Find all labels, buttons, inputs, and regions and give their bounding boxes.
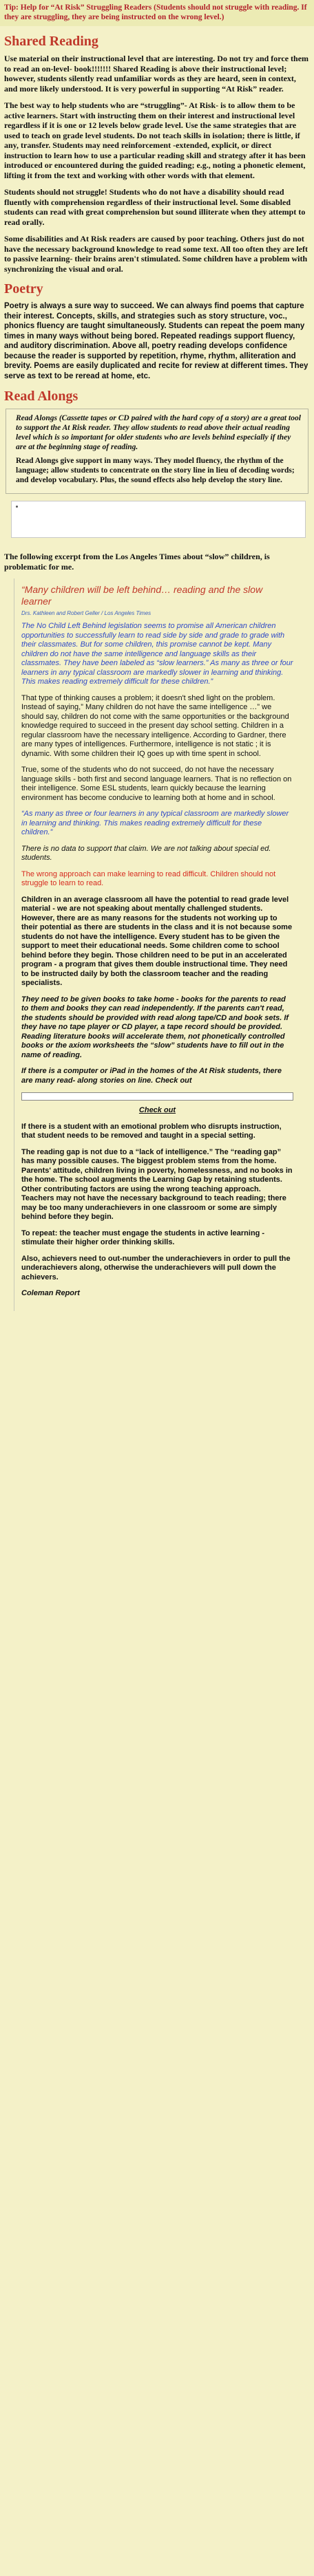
poetry-p1: Poetry is always a sure way to succeed. We can always find poems that capture their interest. Concepts, skills, and strategies such as story structure, voc., phonics fluency are taught simultaneously. Students can repeat the poem many times in many ways without being bored. Repeated readings support fluency, and auditory discrimination. Above all, poetry reading develops confidence because the reader is supported by repetition, rhyme, rhythm, alliteration and brevity. Poems are easily duplicated and recite for review at different times. They serve as text to be reread at home, etc.: [4, 302, 308, 380]
read-alongs-heading: Read Alongs: [4, 389, 78, 404]
shared-reading-heading: Shared Reading: [4, 34, 98, 49]
bullet-icon: [16, 506, 18, 508]
excerpt-frame: [14, 578, 300, 1311]
excerpt-s8: They need to be given books to take home - books for the parents to read to them and books they can read independently. If the parents can't read, the students should be provided with read along tape/CD and book sets. If they have no tape player or CD player, a tape record should be provided. Reading literature books will accelerate them, not phonetically controlled books or the axiom worksheets the “slow” students have to fill out in the name of reading.: [21, 995, 289, 1059]
excerpt-s10: If there is a student with an emotional problem who disrupts instruction, that student needs to be removed and taught in a special setting.: [21, 1122, 282, 1140]
excerpt-byline: Drs. Kathleen and Robert Geller / Los Angeles Times: [21, 610, 151, 616]
check-out-link[interactable]: Check out: [138, 1106, 176, 1114]
tip-banner: Tip: Help for “At Risk” Struggling Readers (Students should not struggle with reading. If they are struggling, they are being instructed on the wrong level.): [0, 0, 314, 26]
excerpt-s5: There is no data to support that claim. We are not talking about special ed. students.: [21, 844, 271, 862]
excerpt-s9: If there is a computer or iPad in the homes of the At Risk students, there are many read- along stories on line. Check out: [21, 1067, 282, 1085]
excerpt-s3: True, some of the students who do not succeed, do not have the necessary language skills - both first and second language learners. That is no reflection on their intelligence. Some ESL students, learn quickly because the learning environment has become conducive to learning both at home and in school.: [21, 766, 292, 802]
read-alongs-box: [6, 409, 308, 494]
excerpt-s6: The wrong approach can make learning to read difficult. Children should not struggle to learn to read.: [21, 869, 276, 887]
excerpt-s7: Children in an average classroom all have the potential to read grade level material - we are not speaking about mentally challenged students. However, there are as many reasons for the students not working up to their potential as there are students in the class and it is not because some students do not have the intelligence. Every student has to be given the support to meet their educational needs. Some children come to school behind before they begin. Those children need to be put in an accelerated program - a program that gives them double instructional time. They need to be instructed daily by both the classroom teacher and the reading specialists.: [21, 895, 293, 987]
excerpt-s12: To repeat: the teacher must engage the students in active learning - stimulate their higher order thinking skills.: [21, 1229, 265, 1246]
check-out-link-bar[interactable]: [21, 1092, 293, 1101]
shared-reading-p3: Students should not struggle! Students who do not have a disability should read fluently with comprehension regardless of their instructional level. Some disabled students can read with great comprehension but sound illiterate when they attempt to read orally.: [4, 187, 306, 227]
shared-reading-p2: The best way to help students who are “struggling”- At Risk- is to allow them to be active learners. Start with instructing them on their interest and instructional level regardless if it is one or 12 levels below grade level. Use the same strategies that are used to teach on grade level students. Do not teach skills in isolation; there is little, if any, transfer. Students may need reinforcement -extended, explicit, or direct instruction to learn how to use a particular reading skill and strategy after it has been introduced or encountered during the guided reading; e.g., noting a phonetic element, lifting it from the text and working with other words with that element.: [4, 100, 306, 180]
excerpt-s11: The reading gap is not due to a “lack of intelligence.” The “reading gap” has many possible causes. The biggest problem stems from the home. Parents' attitude, children living in poverty, homelessness, and no books in the home. The school augments the Learning Gap by retaining students. Other contributing factors are using the wrong teaching approach. Teachers may not have the necessary background to teach reading; there may be too many underachievers in one classroom or some are simply behind before they begin.: [21, 1147, 293, 1221]
excerpt-s13: Also, achievers need to out-number the underachievers in order to pull the underachievers along, otherwise the underachievers will pull down the achievers.: [21, 1254, 291, 1281]
poetry-heading: Poetry: [4, 281, 43, 296]
excerpt-source: Coleman Report: [21, 1289, 80, 1297]
main-content: [0, 33, 314, 1311]
excerpt-s4: “As many as three or four learners in any typical classroom are markedly slower in learning and thinking. This makes reading extremely difficult for these children.”: [21, 810, 289, 836]
excerpt-s2: That type of thinking causes a problem; it doesn't shed light on the problem. Instead of saying,” Many children do not have the same intelligence …” we should say, children do not come with the same opportunities or the background knowledge required to succeed in the present day school setting. Children in a regular classroom have the necessary intelligence. According to Gardner, there are many types of intelligences. Furthermore, intelligence is not static ; it is dynamic. With some children their IQ goes up with time spent in school.: [21, 693, 289, 758]
read-alongs-box-p2: Read Alongs give support in many ways. They model fluency, the rhythm of the language; allow students to concentrate on the story line in lieu of decoding words; and develop vocabulary. Plus, the sound effects also help develop the story line.: [16, 457, 295, 484]
excerpt-title: “Many children will be left behind… reading and the slow learner: [21, 584, 263, 607]
excerpt-intro: The following excerpt from the Los Angeles Times about “slow” children, is problematic for me.: [4, 552, 270, 572]
embedded-media-card[interactable]: [11, 501, 306, 538]
shared-reading-p1: Use material on their instructional level that are interesting. Do not try and force them to read an on-level- book!!!!!!! Shared Reading is above their instructional level; however, students silently read unfamiliar words as they are heard, seen in context, and more likely understood. It is very powerful in supporting “At Risk” reader.: [4, 54, 309, 94]
read-alongs-box-p1: Read Alongs (Cassette tapes or CD paired with the hard copy of a story) are a great tool to support the At Risk reader. They allow students to read above their actual reading level which is so important for older students who are levels behind especially if they are at the beginning stage of reading.: [16, 414, 301, 451]
excerpt-s1: The No Child Left Behind legislation seems to promise all American children opportunities to successfully learn to read side by side and grade to grade with their classmates. But for some children, this promise cannot be kept. Many children do not have the same intelligence and language skills as their classmates. They have been labeled as “slow learners.” As many as three or four learners in any typical classroom are markedly slower in learning and thinking. This makes reading extremely difficult for these children.”: [21, 622, 293, 686]
shared-reading-p4: Some disabilities and At Risk readers are caused by poor teaching. Others just do not have the necessary background knowledge to read some text. All too often they are left to passive learning- their brains aren't stimulated. Some children have a problem with synchronizing the visual and oral.: [4, 234, 308, 274]
